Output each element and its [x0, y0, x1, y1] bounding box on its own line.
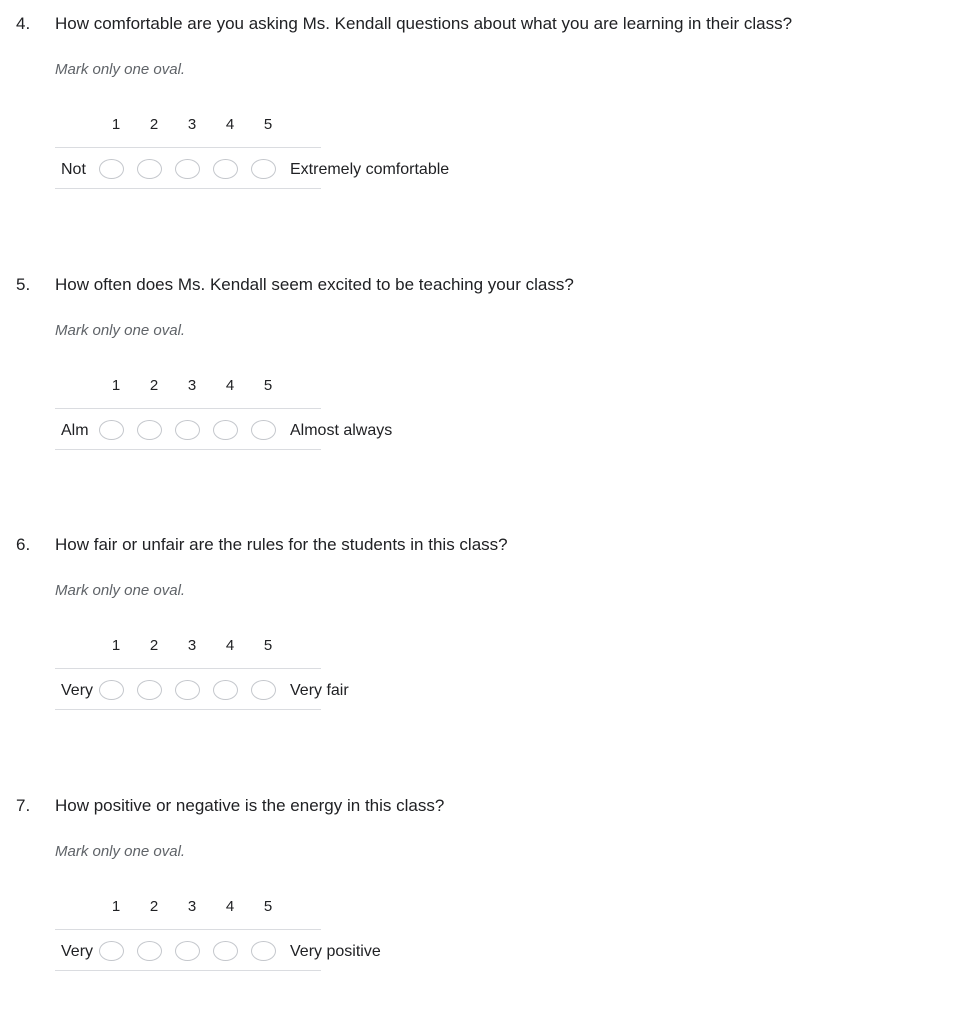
question-text: How positive or negative is the energy in this class?	[55, 796, 445, 815]
question-5	[0, 261, 958, 461]
scale-number-2: 2	[149, 116, 159, 133]
question-number: 5.	[16, 275, 31, 294]
scale-high-label: Extremely comfortable	[290, 161, 450, 178]
oval-option-1[interactable]	[99, 159, 124, 179]
scale-low-label: Very	[61, 682, 94, 699]
question-4	[0, 0, 958, 200]
oval-option-4[interactable]	[213, 941, 238, 961]
scale-divider-bottom	[55, 449, 321, 450]
scale-divider-top	[55, 929, 321, 930]
question-number: 4.	[16, 14, 31, 33]
question-6	[0, 521, 958, 721]
scale-number-1: 1	[111, 898, 121, 915]
oval-option-2[interactable]	[137, 680, 162, 700]
question-text: How often does Ms. Kendall seem excited to be teaching your class?	[55, 275, 574, 294]
scale-high-label: Almost always	[290, 422, 393, 439]
oval-option-4[interactable]	[213, 159, 238, 179]
scale-number-2: 2	[149, 377, 159, 394]
scale-number-4: 4	[225, 116, 235, 133]
question-text: How comfortable are you asking Ms. Kendall questions about what you are learning in their class?	[55, 14, 793, 33]
oval-option-2[interactable]	[137, 420, 162, 440]
scale-number-3: 3	[187, 898, 197, 915]
oval-option-4[interactable]	[213, 420, 238, 440]
question-hint: Mark only one oval.	[55, 61, 186, 78]
question-7	[0, 782, 958, 982]
question-number: 7.	[16, 796, 31, 815]
scale-number-2: 2	[149, 898, 159, 915]
oval-option-1[interactable]	[99, 680, 124, 700]
oval-option-3[interactable]	[175, 159, 200, 179]
scale-number-5: 5	[263, 637, 273, 654]
oval-option-5[interactable]	[251, 941, 276, 961]
scale-divider-top	[55, 147, 321, 148]
scale-number-4: 4	[225, 637, 235, 654]
oval-option-2[interactable]	[137, 159, 162, 179]
scale-high-label: Very positive	[290, 943, 381, 960]
scale-number-3: 3	[187, 116, 197, 133]
oval-option-1[interactable]	[99, 941, 124, 961]
scale-number-1: 1	[111, 377, 121, 394]
oval-option-5[interactable]	[251, 420, 276, 440]
scale-high-label: Very fair	[290, 682, 349, 699]
question-hint: Mark only one oval.	[55, 843, 186, 860]
oval-option-4[interactable]	[213, 680, 238, 700]
oval-option-2[interactable]	[137, 941, 162, 961]
scale-number-1: 1	[111, 116, 121, 133]
scale-number-1: 1	[111, 637, 121, 654]
scale-number-4: 4	[225, 377, 235, 394]
oval-option-5[interactable]	[251, 159, 276, 179]
scale-number-3: 3	[187, 637, 197, 654]
scale-divider-bottom	[55, 188, 321, 189]
scale-divider-bottom	[55, 970, 321, 971]
scale-low-label: Not	[61, 161, 86, 178]
oval-option-3[interactable]	[175, 680, 200, 700]
scale-low-label: Very	[61, 943, 94, 960]
oval-option-3[interactable]	[175, 941, 200, 961]
scale-number-2: 2	[149, 637, 159, 654]
scale-divider-top	[55, 408, 321, 409]
question-hint: Mark only one oval.	[55, 582, 186, 599]
question-hint: Mark only one oval.	[55, 322, 186, 339]
scale-divider-top	[55, 668, 321, 669]
question-number: 6.	[16, 535, 31, 554]
scale-number-3: 3	[187, 377, 197, 394]
scale-low-label: Alm	[61, 422, 89, 439]
scale-number-5: 5	[263, 898, 273, 915]
scale-number-5: 5	[263, 116, 273, 133]
scale-number-4: 4	[225, 898, 235, 915]
oval-option-3[interactable]	[175, 420, 200, 440]
scale-number-5: 5	[263, 377, 273, 394]
oval-option-1[interactable]	[99, 420, 124, 440]
question-text: How fair or unfair are the rules for the students in this class?	[55, 535, 508, 554]
scale-divider-bottom	[55, 709, 321, 710]
oval-option-5[interactable]	[251, 680, 276, 700]
